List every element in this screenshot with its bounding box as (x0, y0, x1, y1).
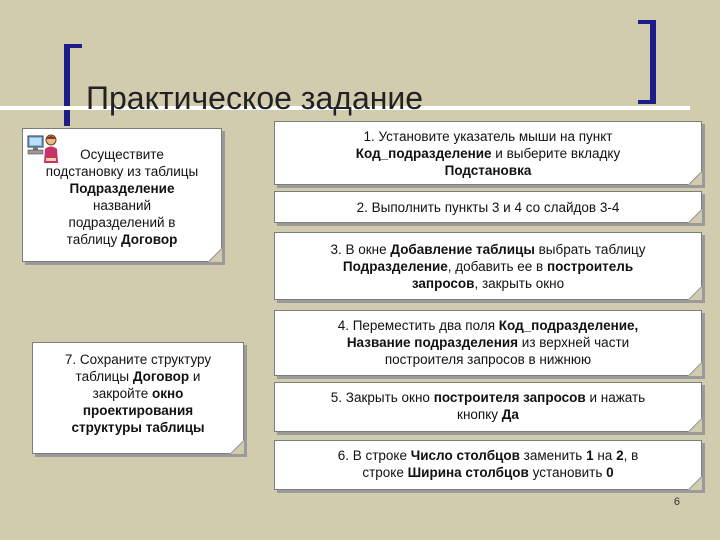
page-curl (688, 362, 702, 376)
left-note-line2: подстановку из таблицы (45, 164, 199, 179)
step-7-line5: структуры таблицы (71, 420, 205, 435)
page-curl (688, 476, 702, 490)
step-6-line1: 6. В строке Число столбцов заменить 1 на 2, в (337, 448, 639, 463)
page-title: Практическое задание (86, 80, 424, 116)
title-right-bracket-foot (638, 100, 656, 104)
step-7-line1: 7. Сохраните структуру (64, 352, 212, 367)
step-7-line4: проектирования (82, 403, 194, 418)
step-7-line2: таблицы Договор и (75, 369, 201, 384)
step-3-line3: запросов, закрыть окно (411, 276, 565, 291)
page-curl (208, 248, 222, 262)
left-note-line5: подразделений в (68, 215, 176, 230)
left-note-line6: таблицу Договор (66, 232, 178, 247)
page-curl (688, 171, 702, 185)
title-right-bracket-cap (638, 20, 656, 24)
step-3-note (274, 232, 702, 300)
step-6-line2: строке Ширина столбцов установить 0 (362, 465, 614, 480)
step-6-note (274, 440, 702, 490)
step-3-line2: Подразделение, добавить ее в построитель (342, 259, 634, 274)
step-3-line1: 3. В окне Добавление таблицы выбрать таблицу (330, 242, 646, 257)
step-5-line2: кнопку Да (457, 407, 519, 422)
left-task-note (22, 128, 222, 262)
step-7-line3: закройте окно (92, 386, 184, 401)
step-1-line2: Код_подразделение и выберите вкладку (355, 146, 621, 161)
page-curl (230, 440, 244, 454)
step-4-note (274, 310, 702, 376)
step-1-note (274, 121, 702, 185)
page-curl (688, 286, 702, 300)
page-curl (688, 209, 702, 223)
left-note-line1: Осуществите (80, 147, 164, 162)
step-1-line3: Подстановка (444, 163, 532, 178)
page-number: 6 (673, 496, 680, 508)
step-5-line1: 5. Закрыть окно построителя запросов и нажать (330, 390, 646, 405)
step-2-note (274, 191, 702, 223)
step-4-line1: 4. Переместить два поля Код_подразделение, (337, 318, 639, 333)
step-5-note (274, 382, 702, 432)
page-curl (688, 418, 702, 432)
left-note-line4: названий (92, 198, 152, 213)
step-4-line3: построителя запросов в нижнюю (384, 352, 592, 367)
person-at-computer-icon (27, 133, 59, 167)
title-left-bracket (64, 44, 70, 126)
step-2-line1: 2. Выполнить пункты 3 и 4 со слайдов 3-4 (356, 200, 620, 215)
title-left-bracket-cap (64, 44, 82, 48)
left-note-line3: Подразделение (69, 181, 175, 196)
step-7-note (32, 342, 244, 454)
step-1-line1: 1. Установите указатель мыши на пункт (363, 129, 613, 144)
step-4-line2: Название подразделения из верхней части (346, 335, 630, 350)
title-right-bracket (650, 20, 656, 104)
